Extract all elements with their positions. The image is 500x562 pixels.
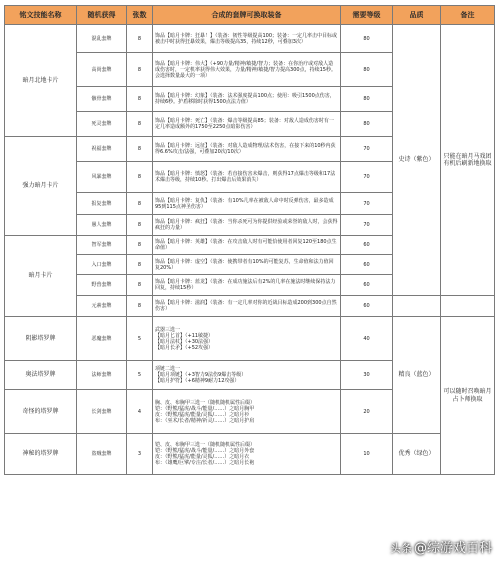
header-row [5,6,495,25]
level-cell: 40 [341,317,393,361]
level-cell: 60 [341,275,393,296]
count-cell: 4 [127,390,153,434]
level-cell: 80 [341,25,393,53]
equipment-table [4,5,495,475]
equipment-cell: 铠、皮、布胸甲三选一（随机随机属性后缀） 铠：（野熊/猛虎/战斗/能量/……）之暗月外套 皮：（野熊/猛虎/能量/灵狐/……）之暗月衣 布：（雄鹰/巨擘/专注/长者/……）之暗月长袍 [153,434,341,475]
count-cell: 8 [127,53,153,87]
card-cell: 法师套牌 [77,361,127,390]
equipment-cell: 饰品【暗月卡牌：幻象】（装备：法术强度提高100点；使用：吸引1500点伤害，持续6秒。护盾移除时获得1500点法力值） [153,87,341,112]
card-cell: 入口套牌 [77,255,127,275]
header-level: 需要等级 [341,6,393,25]
level-cell: 10 [341,434,393,475]
count-cell: 8 [127,162,153,193]
card-cell: 恶魔套牌 [77,317,127,361]
quality-cell: 史诗（紫色） [393,25,441,296]
equipment-cell: 胸、皮、布胸甲三选一（随机随机属性后缀） 铠：（野熊/猛虎/战斗/能量/……）之暗月胸甲 皮：（野熊/猛虎/能量/灵狐/……）之暗月衫 布：（巫术/长者/精神/祈灵/……）之暗月护肩 [153,390,341,434]
equipment-cell: 饰品【暗月卡牌：伟大】（+90力量/精神/敏捷/智力；装备：在你治疗或对敌人造成伤害时，一定机率获得伟大效果，力量/精神/敏捷/智力提高300点，持续15秒。会选择数量最大的一项） [153,53,341,87]
card-cell: 祝福套牌 [77,137,127,162]
equipment-cell: 饰品【暗月卡牌：滋润】（装备：有一定几率对你的近战目标造成200到300点自然伤害） [153,296,341,317]
card-cell: 智军套牌 [77,236,127,255]
header-note: 备注 [441,6,495,25]
equipment-cell: 饰品【暗月卡牌：远征】（装备：对敌人造成物理/法术伤害，在接下来的10秒内获得6.6%攻击/法强，可叠加20次/10次） [153,137,341,162]
category-cell: 暗月卡片 [5,236,77,317]
count-cell: 3 [127,434,153,475]
header-skill-name: 铭文技能名称 [5,6,77,25]
header-quality: 品质 [393,6,441,25]
level-cell: 30 [341,361,393,390]
table-row [5,296,495,317]
count-cell: 8 [127,25,153,53]
card-cell: 死灵套牌 [77,112,127,137]
quality-cell: 优秀（绿色） [393,434,441,475]
count-cell: 8 [127,112,153,137]
level-cell: 60 [341,296,393,317]
count-cell: 8 [127,296,153,317]
equipment-cell: 饰品【暗月卡牌：疯狂】（装备：当你杀死可为你提供经验或荣誉的敌人时，会获得疯狂的力量） [153,215,341,236]
note-cell: 只能在暗月马戏团有机后刷新地换取 [441,25,495,296]
count-cell: 5 [127,361,153,390]
table-row [5,434,495,475]
count-cell: 8 [127,236,153,255]
card-cell: 长剑套牌 [77,390,127,434]
count-cell: 5 [127,317,153,361]
equipment-cell: 饰品【暗月卡牌：死亡】（装备：爆击等级提高85；装备：对敌人造成伤害时有一定几率造成额外的1750至2250点暗影伤害） [153,112,341,137]
table-row [5,25,495,53]
card-cell: 混乱套牌 [77,25,127,53]
table-row [5,317,495,361]
card-cell: 报复套牌 [77,193,127,215]
count-cell: 8 [127,255,153,275]
level-cell: 70 [341,162,393,193]
category-cell: 神秘的塔罗牌 [5,434,77,475]
level-cell: 70 [341,215,393,236]
category-cell: 阴影塔罗牌 [5,317,77,361]
category-cell: 强力暗月卡片 [5,137,77,236]
level-cell: 80 [341,87,393,112]
equipment-cell: 饰品【暗月卡牌：虚空】（装备：使携带者有10%的可能复苏，生命值和法力值回复20%） [153,255,341,275]
equipment-cell: 项链二选一 【暗月项链】（+3智力9法伤9爆击等级） 【暗月护符】（+6精神9耐力12攻强） [153,361,341,390]
category-cell: 奇怪的塔罗牌 [5,390,77,434]
quality-cell [393,296,441,317]
count-cell: 8 [127,275,153,296]
count-cell: 8 [127,137,153,162]
note-cell: 可以随时召唤暗月占卜师换取 [441,317,495,475]
count-cell: 8 [127,87,153,112]
card-cell: 高尚套牌 [77,53,127,87]
equipment-cell: 饰品【暗月卡牌：狂暴！】（装备：韧性等级提高100；装备：一定几率击中目标或被击中时获得狂暴效果，爆击等级提高35，持续12秒，可叠加3次） [153,25,341,53]
card-cell: 元素套牌 [77,296,127,317]
card-cell: 风暴套牌 [77,162,127,193]
level-cell: 20 [341,390,393,434]
equipment-cell: 饰品【暗月卡牌：愤怒】（装备：若直接伤害未爆击，则获得17点爆击等级和17法术爆击等级，持续10秒。打出爆击后效果消失） [153,162,341,193]
quality-cell: 精良（蓝色） [393,317,441,434]
header-equipment: 合成的套牌可换取装备 [153,6,341,25]
watermark-text: @综游戏百科 [413,541,492,556]
equipment-cell: 武器三选一 【暗月匕首】（+11敏捷） 【暗月法杖】（+30法强） 【暗月长矛】（+52攻强） [153,317,341,361]
level-cell: 70 [341,193,393,215]
watermark [390,537,492,556]
category-cell: 暗月北地卡片 [5,25,77,137]
note-cell [441,296,495,317]
equipment-cell: 饰品【暗月卡牌：蓝龙】（装备：在成功施法后有2%的几率在施法时继续保持法力回复，持续15秒） [153,275,341,296]
level-cell: 70 [341,137,393,162]
card-cell: 骸骨套牌 [77,87,127,112]
equipment-cell: 饰品【暗月卡牌：复仇】（装备：有10%几率在被敌人命中时反弹伤害，最多造成95到115点神圣伤害） [153,193,341,215]
level-cell: 60 [341,255,393,275]
card-cell: 盗贼套牌 [77,434,127,475]
equipment-cell: 饰品【暗月卡牌：英雄】（装备：在攻击敌人时有可能恰使用者回复120至180点生命值） [153,236,341,255]
toutiao-logo: 头条 [389,542,412,555]
level-cell: 80 [341,53,393,87]
level-cell: 80 [341,112,393,137]
card-cell: 野兽套牌 [77,275,127,296]
level-cell: 60 [341,236,393,255]
header-random: 随机获得 [77,6,127,25]
header-count: 张数 [127,6,153,25]
card-cell: 愚人套牌 [77,215,127,236]
count-cell: 8 [127,215,153,236]
count-cell: 8 [127,193,153,215]
category-cell: 奥法塔罗牌 [5,361,77,390]
